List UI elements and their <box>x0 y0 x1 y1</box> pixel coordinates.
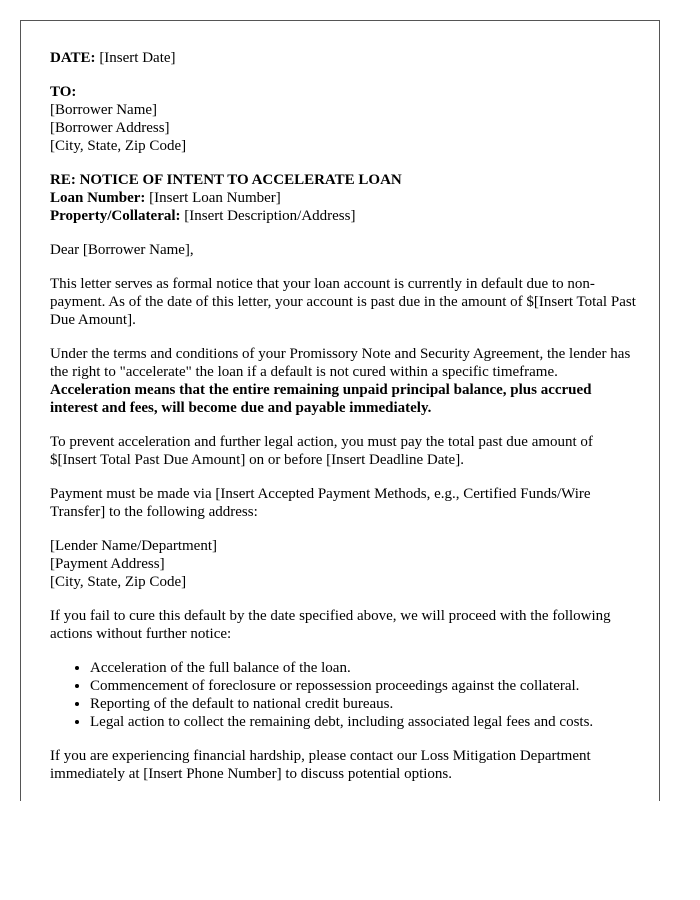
property-value: [Insert Description/Address] <box>180 208 356 224</box>
list-item: • Reporting of the default to national credit bureaus. <box>90 695 640 713</box>
acceleration-terms-paragraph <box>50 345 640 417</box>
salutation: Dear [Borrower Name], <box>50 242 194 258</box>
default-notice-paragraph: This letter serves as formal notice that your loan account is currently in default due to non-payment. As of the date of this letter, your account is past due in the amount of $[Insert Total Past Due Amount]. <box>50 276 636 328</box>
list-item: • Legal action to collect the remaining debt, including associated legal fees and costs. <box>90 713 640 731</box>
list-item: • Commencement of foreclosure or repossession proceedings against the collateral. <box>90 677 640 695</box>
loan-number-line <box>50 189 640 207</box>
payment-city-state-zip: [City, State, Zip Code] <box>50 574 187 590</box>
date-label: DATE: <box>50 50 96 66</box>
subject-line: RE: NOTICE OF INTENT TO ACCELERATE LOAN <box>50 172 402 188</box>
list-item: • Acceleration of the full balance of the loan. <box>90 659 640 677</box>
loan-number-label: Loan Number: <box>50 190 146 206</box>
payment-address: [Payment Address] <box>50 556 165 572</box>
borrower-name: [Borrower Name] <box>50 102 158 118</box>
loan-number-value: [Insert Loan Number] <box>145 190 281 206</box>
acceleration-terms-text: Under the terms and conditions of your Promissory Note and Security Agreement, the lender has the right to "accelerate" the loan if a default is not cured within a specific timeframe. <box>50 346 631 380</box>
letter-page <box>20 20 660 801</box>
borrower-address: [Borrower Address] <box>50 120 170 136</box>
cure-deadline-paragraph: To prevent acceleration and further legal action, you must pay the total past due amount of $[Insert Total Past Due Amount] on or before [Insert Deadline Date]. <box>50 434 593 468</box>
property-line <box>50 207 640 225</box>
lender-name: [Lender Name/Department] <box>50 538 217 554</box>
to-label: TO: <box>50 84 77 100</box>
date-value: [Insert Date] <box>95 50 176 66</box>
acceleration-definition: Acceleration means that the entire remaining unpaid principal balance, plus accrued interest and fees, will become due and payable immediately. <box>50 382 592 416</box>
consequences-list <box>50 659 640 731</box>
property-label: Property/Collateral: <box>50 208 181 224</box>
payment-method-paragraph: Payment must be made via [Insert Accepted Payment Methods, e.g., Certified Funds/Wire Transfer] to the following address: <box>50 486 591 520</box>
letter-body <box>50 49 640 799</box>
date-line <box>50 49 640 67</box>
payment-address-block <box>50 537 640 591</box>
borrower-city-state-zip: [City, State, Zip Code] <box>50 138 187 154</box>
recipient-block <box>50 83 640 155</box>
subject-block <box>50 171 640 225</box>
consequences-intro-paragraph: If you fail to cure this default by the date specified above, we will proceed with the following actions without further notice: <box>50 608 611 642</box>
hardship-paragraph: If you are experiencing financial hardship, please contact our Loss Mitigation Department immediately at [Insert Phone Number] to discuss potential options. <box>50 748 591 782</box>
